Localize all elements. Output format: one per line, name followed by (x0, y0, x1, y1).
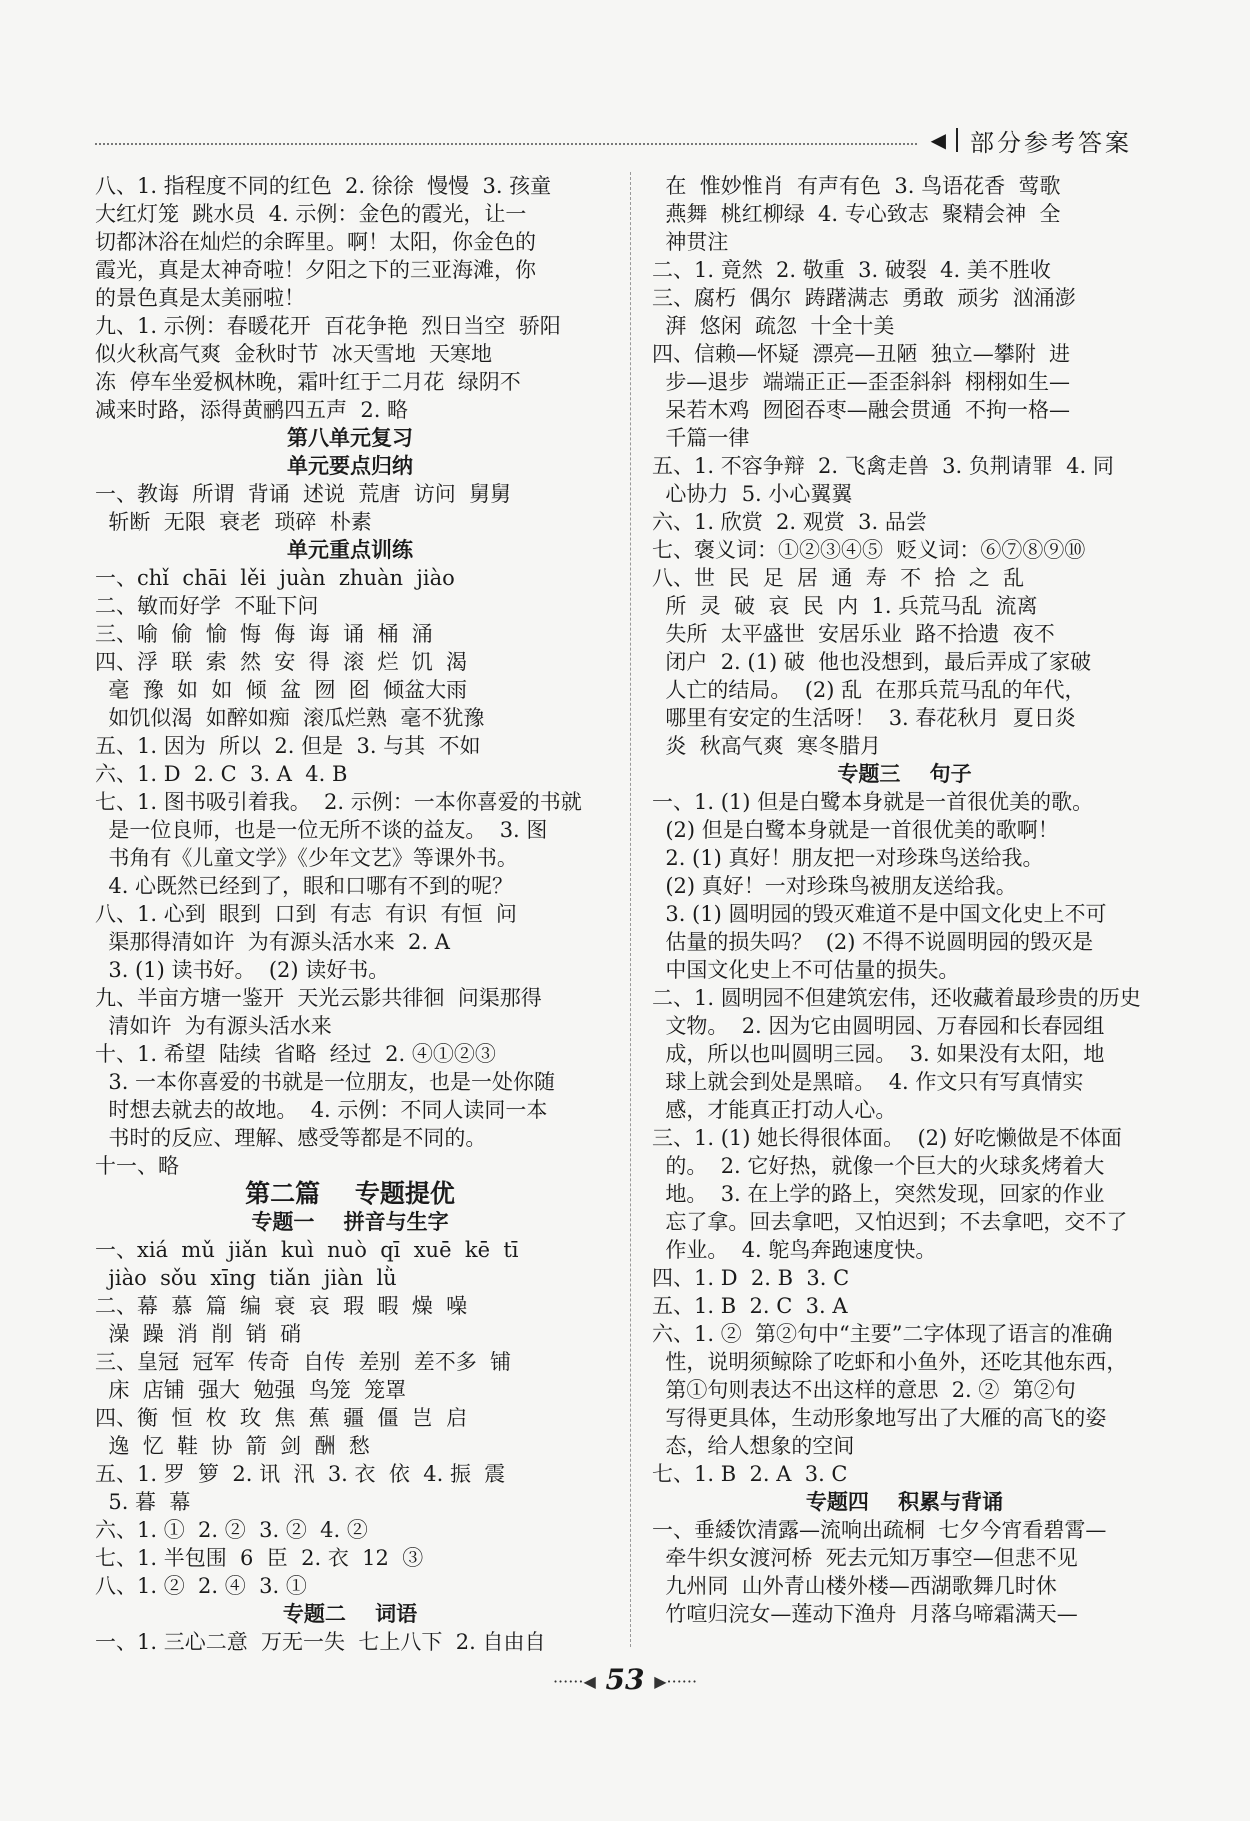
answer-line: 一、教诲 所谓 背诵 述说 荒唐 访问 舅舅 (95, 482, 512, 506)
answer-line: jiào sǒu xīng tiǎn jiàn lǜ (95, 1266, 397, 1290)
answer-line: 五、1. 罗 箩 2. 讯 汛 3. 衣 依 4. 振 震 (95, 1462, 506, 1486)
answer-line: (2) 真好！一对珍珠鸟被朋友送给我。 (652, 874, 1017, 898)
answer-line: 二、1. 竟然 2. 敬重 3. 破裂 4. 美不胜收 (652, 258, 1051, 282)
answer-line: 六、1. ① 2. ② 3. ② 4. ② (95, 1518, 368, 1542)
answer-line: 五、1. 因为 所以 2. 但是 3. 与其 不如 (95, 734, 481, 758)
answer-line: 六、1. 欣赏 2. 观赏 3. 品尝 (652, 510, 927, 534)
answer-line: 时想去就去的故地。 4. 示例：不同人读同一本 (95, 1098, 548, 1122)
answer-line: 成，所以也叫圆明三园。 3. 如果没有太阳，地 (652, 1042, 1105, 1066)
section-heading: 单元要点归纳 (287, 454, 413, 478)
answer-line: 三、1. (1) 她长得很体面。 (2) 好吃懒做是不体面 (652, 1126, 1122, 1150)
answer-line: 地。 3. 在上学的路上，突然发现，回家的作业 (652, 1182, 1105, 1206)
answer-line: 澡 躁 消 削 销 硝 (95, 1322, 302, 1346)
answer-line: 3. (1) 圆明园的毁灭难道不是中国文化史上不可 (652, 902, 1107, 926)
answer-line: 估量的损失吗？ (2) 不得不说圆明园的毁灭是 (652, 930, 1094, 954)
answer-line: 第①句则表达不出这样的意思 2. ② 第②句 (652, 1378, 1076, 1402)
answer-line: 七、褒义词：①②③④⑤ 贬义词：⑥⑦⑧⑨⑩ (652, 538, 1086, 562)
answer-line: 减来时路，添得黄鹂四五声 2. 略 (95, 398, 409, 422)
answer-line: 四、1. D 2. B 3. C (652, 1266, 850, 1290)
section-heading: 专题一 拼音与生字 (251, 1210, 449, 1234)
answer-line: 七、1. 图书吸引着我。 2. 示例：一本你喜爱的书就 (95, 790, 582, 814)
answer-line: 2. (1) 真好！朋友把一对珍珠鸟送给我。 (652, 846, 1044, 870)
page-header (95, 120, 1132, 160)
answer-line: 是一位良师，也是一位无所不谈的益友。 3. 图 (95, 818, 548, 842)
answer-line: 三、腐朽 偶尔 踌躇满志 勇敢 顽劣 汹涌澎 (652, 286, 1076, 310)
footer-right-arrow-icon: ▶······ (654, 1672, 698, 1691)
answer-line: 十一、略 (95, 1154, 179, 1178)
answer-line: 书角有《儿童文学》《少年文艺》等课外书。 (95, 846, 518, 870)
answer-line: 文物。 2. 因为它由圆明园、万春园和长春园组 (652, 1014, 1105, 1038)
answer-line: 八、1. 指程度不同的红色 2. 徐徐 慢慢 3. 孩童 (95, 174, 552, 198)
answer-line: 3. (1) 读书好。 (2) 读好书。 (95, 958, 390, 982)
answer-line: 5. 暮 幕 (95, 1490, 191, 1514)
answer-line: 二、敏而好学 不耻下问 (95, 594, 319, 618)
answer-line: 炎 秋高气爽 寒冬腊月 (652, 734, 882, 758)
answer-line: 忘了拿。回去拿吧，又怕迟到；不去拿吧，交不了 (652, 1210, 1128, 1234)
answer-line: 斩断 无限 衰老 琐碎 朴素 (95, 510, 372, 534)
answer-line: 一、1. (1) 但是白鹭本身就是一首很优美的歌。 (652, 790, 1094, 814)
header-title: 部分参考答案 (970, 128, 1132, 157)
answer-line: 三、皇冠 冠军 传奇 自传 差别 差不多 铺 (95, 1350, 512, 1374)
answer-line: 人亡的结局。 (2) 乱 在那兵荒马乱的年代， (652, 678, 1086, 702)
answer-line: 写得更具体，生动形象地写出了大雁的高飞的姿 (652, 1406, 1107, 1430)
answer-line: 二、1. 圆明园不但建筑宏伟，还收藏着最珍贵的历史 (652, 986, 1141, 1010)
answer-line: 八、1. 心到 眼到 口到 有志 有识 有恒 问 (95, 902, 517, 926)
answer-line: 六、1. ② 第②句中“主要”二字体现了语言的准确 (652, 1322, 1113, 1346)
answer-line: 六、1. D 2. C 3. A 4. B (95, 762, 348, 786)
answer-line: 所 灵 破 哀 民 内 1. 兵荒马乱 流离 (652, 594, 1038, 618)
answer-line: 似火秋高气爽 金秋时节 冰天雪地 天寒地 (95, 342, 493, 366)
answer-line: 九、半亩方塘一鉴开 天光云影共徘徊 问渠那得 (95, 986, 542, 1010)
answer-line: 感，才能真正打动人心。 (652, 1098, 897, 1122)
answer-line: 一、xiá mǔ jiǎn kuì nuò qī xuē kē tī (95, 1238, 519, 1262)
answer-line: 心协力 5. 小心翼翼 (652, 482, 853, 506)
answer-line: 的景色真是太美丽啦！ (95, 286, 305, 310)
header-divider-bar (956, 128, 958, 152)
answer-line: 千篇一律 (652, 426, 750, 450)
answer-line: 性，说明须鲸除了吃虾和小鱼外，还吃其他东西， (652, 1350, 1128, 1374)
answer-line: 步—退步 端端正正—歪歪斜斜 栩栩如生— (652, 370, 1071, 394)
section-heading: 专题三 句子 (837, 762, 972, 786)
answer-line: 在 惟妙惟肖 有声有色 3. 鸟语花香 莺歌 (652, 174, 1061, 198)
page-footer (0, 1663, 1250, 1696)
answer-line: 哪里有安定的生活呀！ 3. 春花秋月 夏日炎 (652, 706, 1076, 730)
answer-line: 四、信赖—怀疑 漂亮—丑陋 独立—攀附 进 (652, 342, 1071, 366)
answer-line: 神贯注 (652, 230, 729, 254)
answer-line: 牵牛织女渡河桥 死去元知万事空—但悲不见 (652, 1546, 1078, 1570)
right-column (652, 172, 1157, 1628)
answer-line: 作业。 4. 鸵鸟奔跑速度快。 (652, 1238, 937, 1262)
answer-line: (2) 但是白鹭本身就是一首很优美的歌啊！ (652, 818, 1059, 842)
answer-line: 切都沐浴在灿烂的余晖里。啊！太阳，你金色的 (95, 230, 536, 254)
header-dotted-rule (95, 143, 917, 145)
answer-line: 九州同 山外青山楼外楼—西湖歌舞几时休 (652, 1574, 1057, 1598)
section-heading: 专题二 词语 (282, 1602, 418, 1626)
answer-line: 的。 2. 它好热，就像一个巨大的火球炙烤着大 (652, 1154, 1105, 1178)
footer-left-arrow-icon: ······◀ (552, 1672, 596, 1691)
answer-line: 一、chǐ chāi lěi juàn zhuàn jiào (95, 566, 455, 590)
answer-line: 3. 一本你喜爱的书就是一位朋友，也是一处你随 (95, 1070, 556, 1094)
answer-line: 闭户 2. (1) 破 他也没想到，最后弄成了家破 (652, 650, 1092, 674)
section-heading: 第八单元复习 (287, 426, 413, 450)
answer-line: 七、1. B 2. A 3. C (652, 1462, 848, 1486)
answer-line: 二、幕 慕 篇 编 衰 哀 瑕 暇 燥 噪 (95, 1294, 468, 1318)
answer-line: 态，给人想象的空间 (652, 1434, 855, 1458)
answer-line: 十、1. 希望 陆续 省略 经过 2. ④①②③ (95, 1042, 496, 1066)
part-heading: 第二篇 专题提优 (245, 1179, 455, 1208)
answer-line: 五、1. B 2. C 3. A (652, 1294, 848, 1318)
answer-line: 毫 豫 如 如 倾 盆 囫 囵 倾盆大雨 (95, 678, 468, 702)
answer-line: 失所 太平盛世 安居乐业 路不拾遗 夜不 (652, 622, 1055, 646)
answer-line: 霞光，真是太神奇啦！夕阳之下的三亚海滩，你 (95, 258, 536, 282)
answer-line: 中国文化史上不可估量的损失。 (652, 958, 960, 982)
answer-line: 燕舞 桃红柳绿 4. 专心致志 聚精会神 全 (652, 202, 1061, 226)
page-number: 53 (605, 1663, 645, 1696)
section-heading: 专题四 积累与背诵 (805, 1490, 1004, 1514)
answer-line: 书时的反应、理解、感受等都是不同的。 (95, 1126, 487, 1150)
section-heading: 单元重点训练 (287, 538, 413, 562)
answer-line: 呆若木鸡 囫囵吞枣—融会贯通 不拘一格— (652, 398, 1071, 422)
answer-line: 床 店铺 强大 勉强 鸟笼 笼罩 (95, 1378, 407, 1402)
column-divider (630, 172, 632, 1647)
answer-line: 逸 忆 鞋 协 箭 剑 酬 愁 (95, 1434, 370, 1458)
answer-line: 一、1. 三心二意 万无一失 七上八下 2. 自由自 (95, 1630, 546, 1654)
triangle-left-icon: ◀ (930, 128, 946, 152)
answer-line: 七、1. 半包围 6 臣 2. 衣 12 ③ (95, 1546, 424, 1570)
answer-line: 三、喻 偷 愉 悔 侮 诲 诵 桶 涌 (95, 622, 433, 646)
answer-line: 如饥似渴 如醉如痴 滚瓜烂熟 毫不犹豫 (95, 706, 485, 730)
answer-line: 八、世 民 足 居 通 寿 不 拾 之 乱 (652, 566, 1025, 590)
answer-line: 冻 停车坐爱枫林晚，霜叶红于二月花 绿阴不 (95, 370, 521, 394)
answer-line: 五、1. 不容争辩 2. 飞禽走兽 3. 负荆请罪 4. 同 (652, 454, 1114, 478)
answer-line: 八、1. ② 2. ④ 3. ① (95, 1574, 307, 1598)
answer-line: 4. 心既然已经到了，眼和口哪有不到的呢？ (95, 874, 514, 898)
answer-line: 九、1. 示例：春暖花开 百花争艳 烈日当空 骄阳 (95, 314, 561, 338)
answer-line: 四、浮 联 索 然 安 得 滚 烂 饥 渴 (95, 650, 468, 674)
answer-line: 一、垂緌饮清露—流响出疏桐 七夕今宵看碧霄— (652, 1518, 1107, 1542)
answer-line: 大红灯笼 跳水员 4. 示例：金色的霞光，让一 (95, 202, 527, 226)
answer-line: 湃 悠闲 疏忽 十全十美 (652, 314, 895, 338)
answer-line: 清如许 为有源头活水来 (95, 1014, 332, 1038)
answer-line: 球上就会到处是黑暗。 4. 作文只有写真情实 (652, 1070, 1084, 1094)
left-column (95, 172, 605, 1656)
answer-line: 竹喧归浣女—莲动下渔舟 月落乌啼霜满天— (652, 1602, 1078, 1626)
answer-line: 四、衡 恒 枚 玫 焦 蕉 疆 僵 岂 启 (95, 1406, 468, 1430)
answer-line: 渠那得清如许 为有源头活水来 2. A (95, 930, 450, 954)
